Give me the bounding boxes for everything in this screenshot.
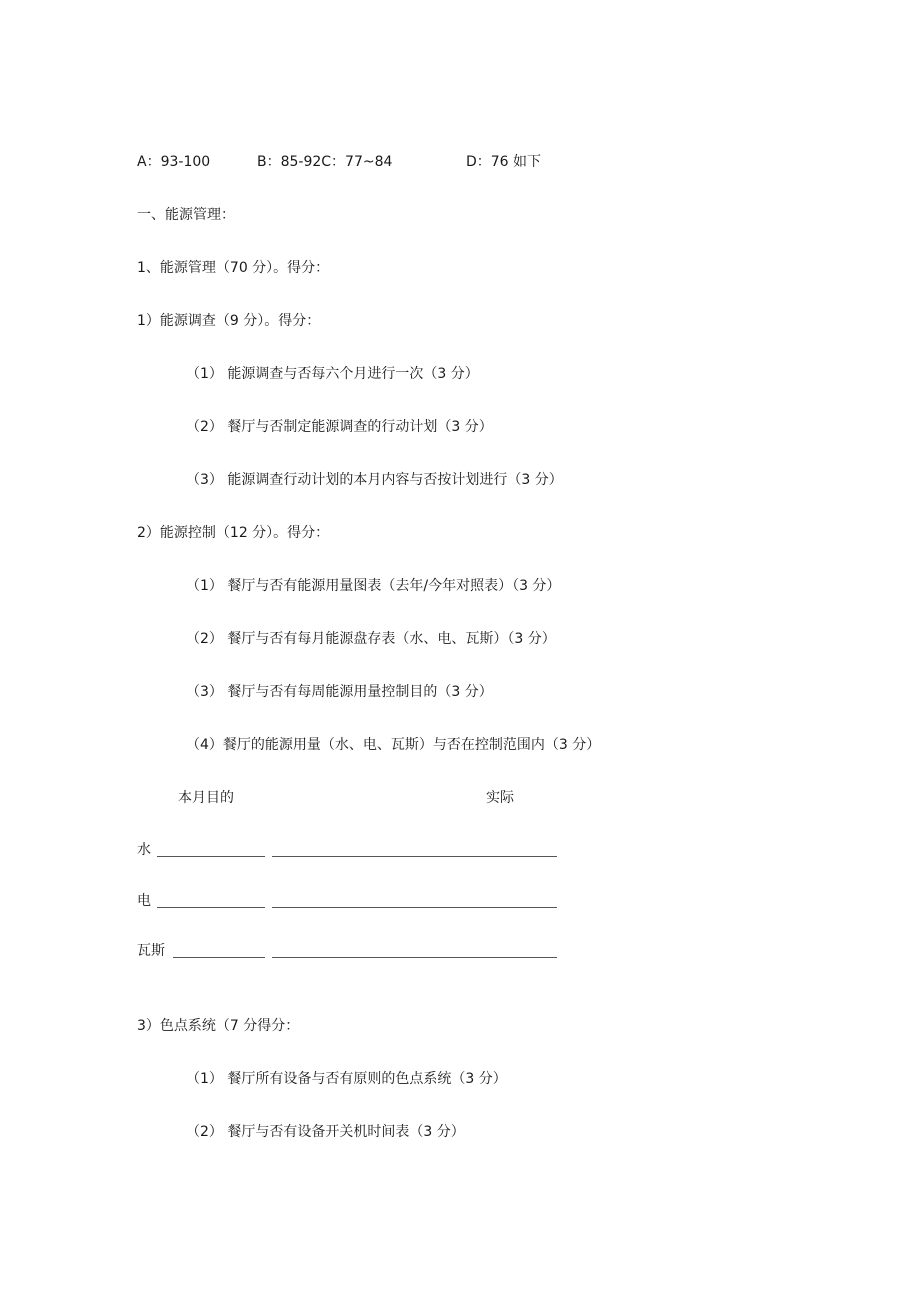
actual-blank-line xyxy=(272,856,557,857)
usage-row-label: 水 xyxy=(137,842,151,858)
target-blank-line xyxy=(157,907,265,908)
energy-survey-item: （2） 餐厅与否制定能源调查的行动计划（3 分） xyxy=(186,419,493,435)
color-system-heading: 3）色点系统（7 分得分： xyxy=(137,1018,300,1034)
usage-row-label: 电 xyxy=(137,893,151,909)
energy-survey-item: （3） 能源调查行动计划的本月内容与否按计划进行（3 分） xyxy=(186,472,563,488)
energy-survey-heading: 1）能源调查（9 分）。得分： xyxy=(137,313,321,329)
actual-blank-line xyxy=(272,907,557,908)
energy-control-item: （2） 餐厅与否有每月能源盘存表（水、电、瓦斯）（3 分） xyxy=(186,631,556,647)
energy-control-item: （1） 餐厅与否有能源用量图表（去年/今年对照表）（3 分） xyxy=(186,578,561,594)
column-actual-label: 实际 xyxy=(486,790,514,806)
target-blank-line xyxy=(173,957,265,958)
section-title: 一、能源管理： xyxy=(137,207,235,223)
energy-control-item: （4）餐厅的能源用量（水、电、瓦斯）与否在控制范围内（3 分） xyxy=(186,737,601,753)
energy-control-heading: 2）能源控制（12 分）。得分： xyxy=(137,525,330,541)
energy-control-item: （3） 餐厅与否有每周能源用量控制目的（3 分） xyxy=(186,684,493,700)
grade-d: D：76 如下 xyxy=(466,154,542,170)
color-system-item: （1） 餐厅所有设备与否有原则的色点系统（3 分） xyxy=(186,1071,507,1087)
grade-b-c: B：85-92C：77~84 xyxy=(257,154,393,170)
usage-row-label: 瓦斯 xyxy=(137,943,165,959)
actual-blank-line xyxy=(272,957,557,958)
energy-survey-item: （1） 能源调查与否每六个月进行一次（3 分） xyxy=(186,366,479,382)
column-target-label: 本月目的 xyxy=(178,790,234,806)
color-system-item: （2） 餐厅与否有设备开关机时间表（3 分） xyxy=(186,1124,465,1140)
part-1-heading: 1、能源管理（70 分）。得分： xyxy=(137,260,330,276)
grade-a: A：93-100 xyxy=(137,154,211,170)
target-blank-line xyxy=(157,856,265,857)
